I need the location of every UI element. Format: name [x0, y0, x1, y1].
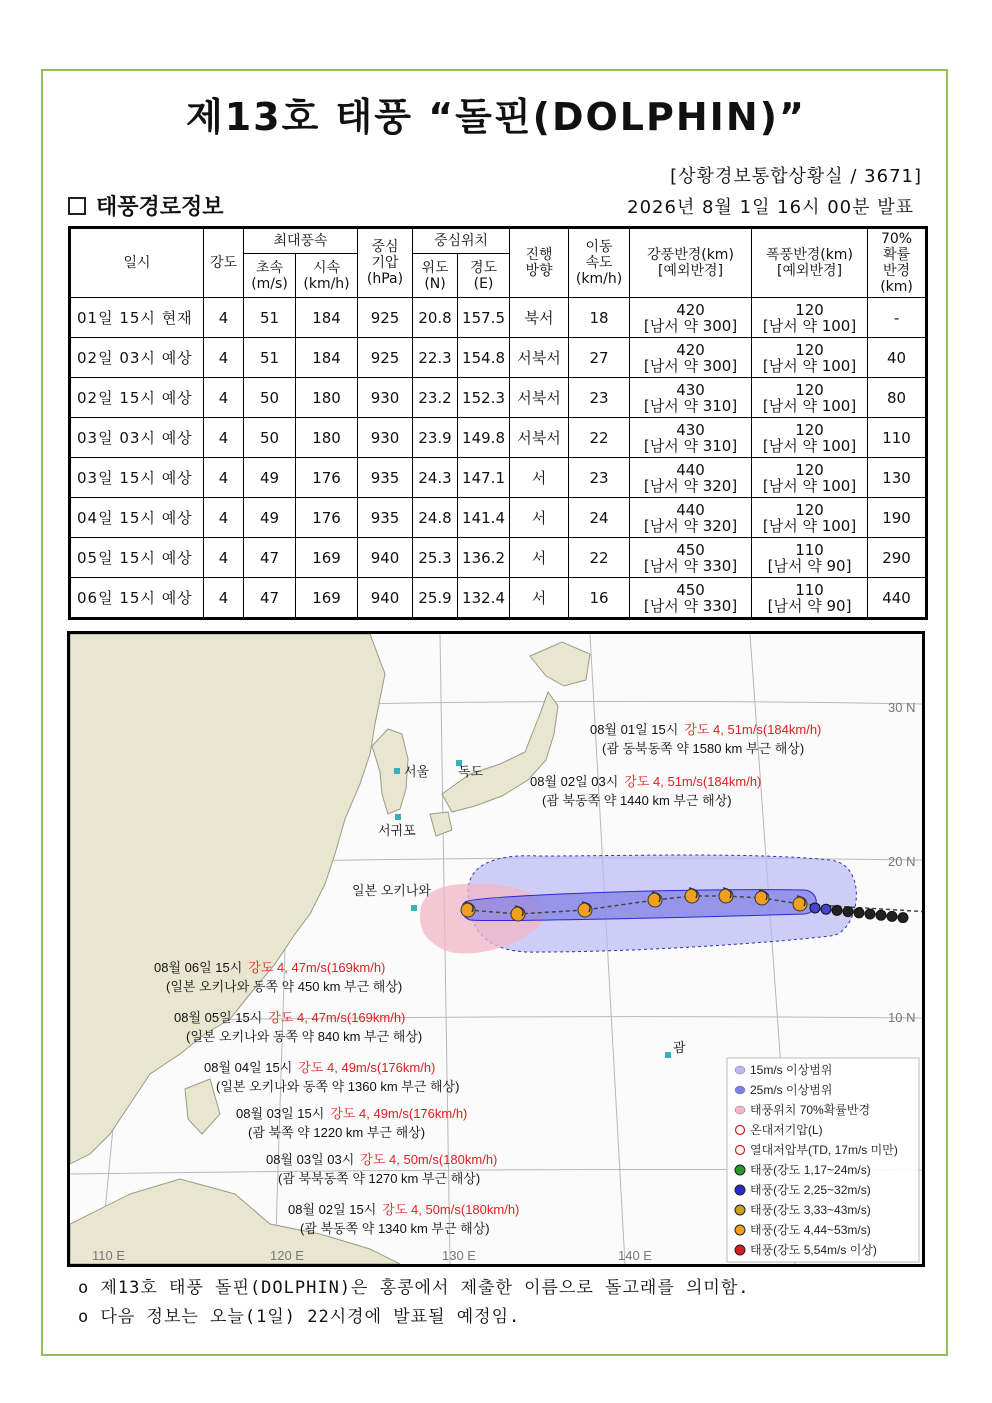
annotation-time: 08월 03일 03시 강도 4, 50m/s(180km/h): [266, 1152, 498, 1167]
lon-label-110: 110 E: [92, 1248, 126, 1263]
cell-grade: 4: [204, 298, 244, 338]
cell-wind-kmh: 184: [296, 338, 358, 378]
cell-storm-radius: 120 [남서 약 100]: [752, 378, 868, 418]
cell-pressure: 935: [358, 458, 413, 498]
legend-low-icon: [736, 1146, 745, 1155]
label-guam: 괌: [673, 1040, 686, 1055]
cell-grade: 4: [204, 458, 244, 498]
cell-gale-radius: 440 [남서 약 320]: [630, 498, 752, 538]
cell-storm-radius: 120 [남서 약 100]: [752, 498, 868, 538]
legend-label: 열대저압부(TD, 17m/s 미만): [750, 1143, 898, 1157]
legend-swatch-icon: [735, 1066, 745, 1074]
past-typhoon-icon: [887, 911, 897, 921]
cell-wind-ms: 51: [244, 338, 296, 378]
annotation-location: (괌 북북동쪽 약 1270 km 부근 해상): [278, 1171, 481, 1186]
legend-item: [735, 1182, 871, 1197]
annotation-location: (일본 오키나와 동쪽 약 450 km 부근 해상): [166, 979, 403, 994]
table-row: [70, 298, 927, 338]
cell-direction: 서: [510, 458, 569, 498]
lat-label-10: 10 N: [888, 1010, 916, 1025]
cell-direction: 서북서: [510, 338, 569, 378]
cell-pressure: 930: [358, 418, 413, 458]
lon-label-130: 130 E: [442, 1248, 476, 1263]
cell-storm-radius: 110 [남서 약 90]: [752, 538, 868, 578]
header-max-wind: 최대풍속: [244, 228, 358, 254]
legend-typhoon-icon: [735, 1185, 745, 1195]
annotation-time: 08월 01일 15시 강도 4, 51m/s(184km/h): [590, 722, 822, 737]
cell-lon: 132.4: [458, 578, 510, 619]
cell-wind-ms: 50: [244, 378, 296, 418]
cell-speed: 22: [569, 418, 630, 458]
annotation-location: (괌 북동쪽 약 1440 km 부근 해상): [542, 793, 732, 808]
label-seoul: 서울: [404, 764, 430, 779]
legend-typhoon-icon: [735, 1205, 745, 1215]
cell-direction: 서북서: [510, 378, 569, 418]
cell-speed: 27: [569, 338, 630, 378]
table-row: [70, 578, 927, 619]
past-typhoon-icon: [876, 910, 886, 920]
cell-prob: 110: [868, 418, 927, 458]
annotation-time: 08월 04일 15시 강도 4, 49m/s(176km/h): [204, 1060, 436, 1075]
cell-wind-kmh: 180: [296, 378, 358, 418]
annotation-location: (일본 오키나와 동쪽 약 840 km 부근 해상): [186, 1029, 423, 1044]
track-table: [68, 226, 928, 620]
legend-item: [735, 1082, 832, 1097]
header-lon: 경도 (E): [458, 254, 510, 298]
legend-label: 태풍(강도 1,17~24m/s): [750, 1163, 871, 1177]
cell-time: 01일 15시 현재: [70, 298, 204, 338]
section-heading: [68, 190, 224, 221]
cell-wind-ms: 49: [244, 458, 296, 498]
lon-label-140: 140 E: [618, 1248, 652, 1263]
header-grade: 강도: [204, 228, 244, 298]
past-typhoon-icon: [832, 905, 842, 915]
checkbox-icon: [68, 197, 86, 215]
table-row: [70, 418, 927, 458]
table-row: [70, 338, 927, 378]
cell-lon: 147.1: [458, 458, 510, 498]
table-row: [70, 378, 927, 418]
annotation-time: 08월 03일 15시 강도 4, 49m/s(176km/h): [236, 1106, 468, 1121]
cell-storm-radius: 120 [남서 약 100]: [752, 458, 868, 498]
cell-gale-radius: 450 [남서 약 330]: [630, 538, 752, 578]
legend-label: 15m/s 이상범위: [750, 1063, 833, 1077]
label-okinawa: 일본 오키나와: [352, 883, 431, 898]
past-typhoon-icon: [810, 903, 820, 913]
lon-label-120: 120 E: [270, 1248, 304, 1263]
cell-gale-radius: 420 [남서 약 300]: [630, 338, 752, 378]
cell-lon: 152.3: [458, 378, 510, 418]
cell-pressure: 940: [358, 578, 413, 619]
cell-gale-radius: 430 [남서 약 310]: [630, 418, 752, 458]
cell-prob: 440: [868, 578, 927, 619]
legend-label: 태풍(강도 3,33~43m/s): [750, 1203, 871, 1217]
header-prob: 70%확률반경 (km): [868, 228, 927, 298]
cell-pressure: 925: [358, 298, 413, 338]
cell-speed: 24: [569, 498, 630, 538]
cell-lon: 141.4: [458, 498, 510, 538]
cell-storm-radius: 110 [남서 약 90]: [752, 578, 868, 619]
cell-lat: 24.3: [413, 458, 458, 498]
page-title: 제13호 태풍 “돌핀(DOLPHIN)”: [186, 95, 806, 139]
annotation-time: 08월 02일 15시 강도 4, 50m/s(180km/h): [288, 1202, 520, 1217]
cell-lon: 136.2: [458, 538, 510, 578]
cell-pressure: 940: [358, 538, 413, 578]
cell-direction: 서: [510, 498, 569, 538]
cell-speed: 18: [569, 298, 630, 338]
cell-wind-ms: 51: [244, 298, 296, 338]
past-typhoon-icon: [821, 904, 831, 914]
past-typhoon-icon: [865, 909, 875, 919]
cell-time: 02일 03시 예상: [70, 338, 204, 378]
header-speed: 이동속도 (km/h): [569, 228, 630, 298]
cell-wind-ms: 47: [244, 538, 296, 578]
cell-lat: 22.3: [413, 338, 458, 378]
legend-item: [735, 1222, 871, 1237]
cell-grade: 4: [204, 378, 244, 418]
cell-wind-ms: 50: [244, 418, 296, 458]
cell-time: 02일 15시 예상: [70, 378, 204, 418]
past-typhoon-icon: [898, 913, 908, 923]
lat-label-20: 20 N: [888, 854, 916, 869]
header-direction: 진행방향: [510, 228, 569, 298]
cell-grade: 4: [204, 338, 244, 378]
cell-wind-kmh: 176: [296, 458, 358, 498]
header-lat: 위도 (N): [413, 254, 458, 298]
legend-label: 태풍(강도 5,54m/s 이상): [750, 1243, 877, 1257]
cell-wind-kmh: 169: [296, 578, 358, 619]
table-row: [70, 458, 927, 498]
legend-item: [736, 1142, 898, 1157]
cell-lat: 25.9: [413, 578, 458, 619]
annotation-location: (괌 북동쪽 약 1340 km 부근 해상): [300, 1221, 490, 1236]
cell-speed: 22: [569, 538, 630, 578]
cell-prob: 290: [868, 538, 927, 578]
cell-grade: 4: [204, 418, 244, 458]
annotation-location: (일본 오키나와 동쪽 약 1360 km 부근 해상): [216, 1079, 460, 1094]
table-row: [70, 498, 927, 538]
cell-time: 03일 03시 예상: [70, 418, 204, 458]
cell-pressure: 935: [358, 498, 413, 538]
cell-lon: 149.8: [458, 418, 510, 458]
legend-label: 온대저기압(L): [750, 1123, 823, 1137]
legend-label: 태풍(강도 4,44~53m/s): [750, 1223, 871, 1237]
cell-time: 03일 15시 예상: [70, 458, 204, 498]
cell-lat: 20.8: [413, 298, 458, 338]
cell-prob: -: [868, 298, 927, 338]
header-time: 일시: [70, 228, 204, 298]
annotation-location: (괌 동북동쪽 약 1580 km 부근 해상): [602, 741, 805, 756]
cell-time: 05일 15시 예상: [70, 538, 204, 578]
legend-swatch-icon: [735, 1086, 745, 1094]
cell-lat: 23.2: [413, 378, 458, 418]
legend-typhoon-icon: [735, 1165, 745, 1175]
cell-time: 04일 15시 예상: [70, 498, 204, 538]
map-canvas: [70, 634, 922, 1264]
cell-lat: 23.9: [413, 418, 458, 458]
label-dokdo: 독도: [458, 764, 484, 779]
legend-swatch-icon: [735, 1106, 745, 1114]
cell-gale-radius: 420 [남서 약 300]: [630, 298, 752, 338]
legend-typhoon-icon: [735, 1225, 745, 1235]
cell-wind-kmh: 169: [296, 538, 358, 578]
legend-item: [735, 1162, 871, 1177]
source-label: [상황경보통합상황실 / 3671]: [670, 166, 922, 187]
annotation-time: 08월 02일 03시 강도 4, 51m/s(184km/h): [530, 774, 762, 789]
header-storm-radius: 폭풍반경(km) [예외반경]: [752, 228, 868, 298]
cell-wind-kmh: 180: [296, 418, 358, 458]
legend-item: [735, 1062, 832, 1077]
annotation-time: 08월 05일 15시 강도 4, 47m/s(169km/h): [174, 1010, 406, 1025]
cell-direction: 서: [510, 578, 569, 619]
header-wind-kmh: 시속 (km/h): [296, 254, 358, 298]
cell-wind-ms: 49: [244, 498, 296, 538]
cell-prob: 80: [868, 378, 927, 418]
header-center: 중심위치: [413, 228, 510, 254]
cell-wind-ms: 47: [244, 578, 296, 619]
legend-label: 태풍위치 70%확률반경: [750, 1103, 871, 1117]
track-map: [67, 631, 925, 1267]
cell-storm-radius: 120 [남서 약 100]: [752, 418, 868, 458]
cell-grade: 4: [204, 578, 244, 619]
header-pressure: 중심기압 (hPa): [358, 228, 413, 298]
legend-label: 태풍(강도 2,25~32m/s): [750, 1183, 871, 1197]
legend-item: [735, 1102, 870, 1117]
cell-grade: 4: [204, 498, 244, 538]
cell-time: 06일 15시 예상: [70, 578, 204, 619]
legend-item: [735, 1242, 877, 1257]
cell-lon: 157.5: [458, 298, 510, 338]
cell-prob: 40: [868, 338, 927, 378]
annotation-location: (괌 북쪽 약 1220 km 부근 해상): [248, 1125, 426, 1140]
cell-gale-radius: 440 [남서 약 320]: [630, 458, 752, 498]
cell-direction: 서: [510, 538, 569, 578]
cell-gale-radius: 450 [남서 약 330]: [630, 578, 752, 619]
cell-direction: 북서: [510, 298, 569, 338]
legend-typhoon-icon: [735, 1245, 745, 1255]
section-title: 태풍경로정보: [96, 195, 224, 220]
cell-prob: 130: [868, 458, 927, 498]
cell-wind-kmh: 176: [296, 498, 358, 538]
past-typhoon-icon: [843, 907, 853, 917]
cell-prob: 190: [868, 498, 927, 538]
cell-lon: 154.8: [458, 338, 510, 378]
cell-grade: 4: [204, 538, 244, 578]
cell-speed: 23: [569, 458, 630, 498]
cell-direction: 서북서: [510, 418, 569, 458]
note-next: o 다음 정보는 오늘(1일) 22시경에 발표될 예정임.: [78, 1307, 521, 1327]
note-name: o 제13호 태풍 돌핀(DOLPHIN)은 홍콩에서 제출한 이름으로 돌고래를 의미함.: [78, 1278, 750, 1298]
seoul-marker: [394, 768, 400, 774]
header-gale-radius: 강풍반경(km) [예외반경]: [630, 228, 752, 298]
lat-label-30: 30 N: [888, 700, 916, 715]
legend-item: [735, 1202, 871, 1217]
label-seogwipo: 서귀포: [378, 823, 416, 838]
cell-gale-radius: 430 [남서 약 310]: [630, 378, 752, 418]
header-wind-ms: 초속 (m/s): [244, 254, 296, 298]
cell-pressure: 930: [358, 378, 413, 418]
cell-wind-kmh: 184: [296, 298, 358, 338]
seogwipo-marker: [395, 814, 401, 820]
legend-low-icon: [736, 1126, 745, 1135]
okinawa-marker: [411, 905, 417, 911]
annotation-time: 08월 06일 15시 강도 4, 47m/s(169km/h): [154, 960, 386, 975]
cell-speed: 16: [569, 578, 630, 619]
legend-label: 25m/s 이상범위: [750, 1083, 833, 1097]
table-row: [70, 538, 927, 578]
cell-lat: 25.3: [413, 538, 458, 578]
cell-speed: 23: [569, 378, 630, 418]
cell-pressure: 925: [358, 338, 413, 378]
cell-storm-radius: 120 [남서 약 100]: [752, 298, 868, 338]
past-typhoon-icon: [854, 908, 864, 918]
cell-lat: 24.8: [413, 498, 458, 538]
issued-time: 2026년 8월 1일 16시 00분 발표: [627, 197, 914, 218]
cell-storm-radius: 120 [남서 약 100]: [752, 338, 868, 378]
guam-marker: [665, 1052, 671, 1058]
